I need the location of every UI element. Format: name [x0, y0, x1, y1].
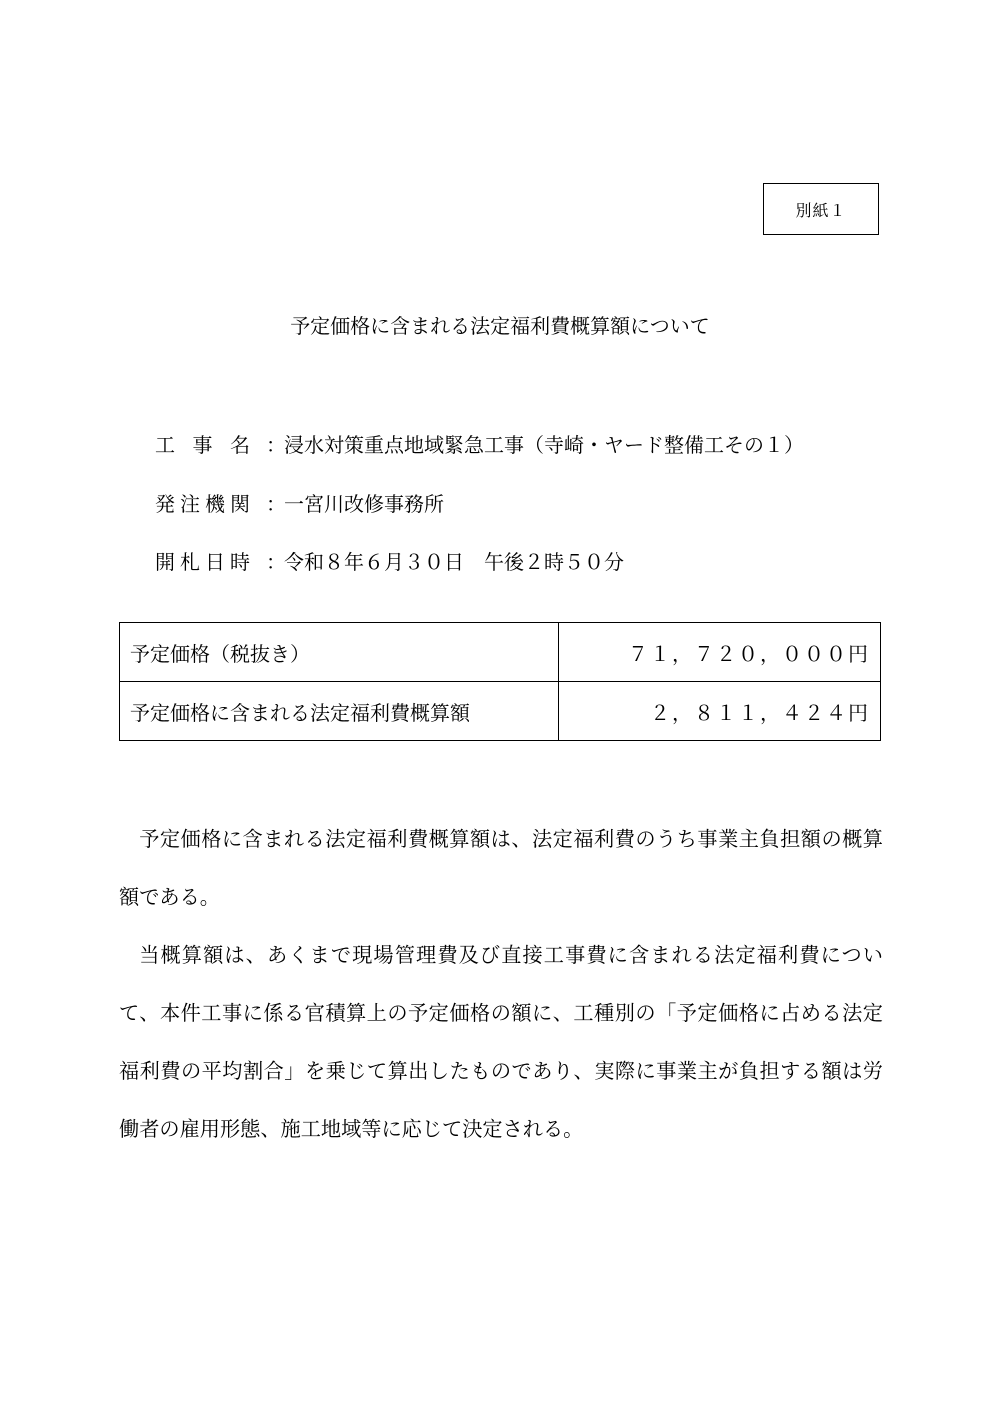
opening-date-label: 開札日時	[155, 549, 250, 574]
body-paragraph: 予定価格に含まれる法定福利費概算額は、法定福利費のうち事業主負担額の概算額である。	[119, 827, 883, 909]
table-row	[120, 682, 881, 741]
table-cell-value: ２，８１１，４２４円	[559, 682, 881, 741]
body-paragraph: 当概算額は、あくまで現場管理費及び直接工事費に含まれる法定福利費について、本件工事に係る官積算上の予定価格の額に、工種別の「予定価格に占める法定福利費の平均割合」を乗じて算出したものであり、実際に事業主が負担する額は労働者の雇用形態、施工地域等に応じて決定される。	[119, 943, 883, 1141]
colon: ：	[266, 432, 286, 457]
price-table	[119, 622, 881, 741]
attachment-label	[763, 183, 879, 235]
table-cell-label: 予定価格（税抜き）	[120, 623, 559, 682]
body-text	[119, 810, 883, 1158]
orderer-label: 発注機関	[155, 491, 250, 516]
orderer-value: 一宮川改修事務所	[284, 491, 444, 516]
info-row-work-name	[155, 428, 804, 458]
colon: ：	[266, 549, 286, 574]
table-cell-label: 予定価格に含まれる法定福利費概算額	[120, 682, 559, 741]
table-cell-value: ７１，７２０，０００円	[559, 623, 881, 682]
document-title: 予定価格に含まれる法定福利費概算額について	[290, 314, 710, 338]
info-row-opening-date	[155, 545, 624, 575]
opening-date-value: 令和８年６月３０日 午後２時５０分	[284, 549, 624, 574]
table-row	[120, 623, 881, 682]
work-name-value: 浸水対策重点地域緊急工事（寺崎・ヤード整備工その１）	[284, 432, 804, 457]
attachment-label-text: 別紙１	[795, 200, 847, 220]
info-row-orderer	[155, 487, 444, 517]
work-name-label: 工 事 名	[155, 432, 250, 457]
colon: ：	[266, 491, 286, 516]
